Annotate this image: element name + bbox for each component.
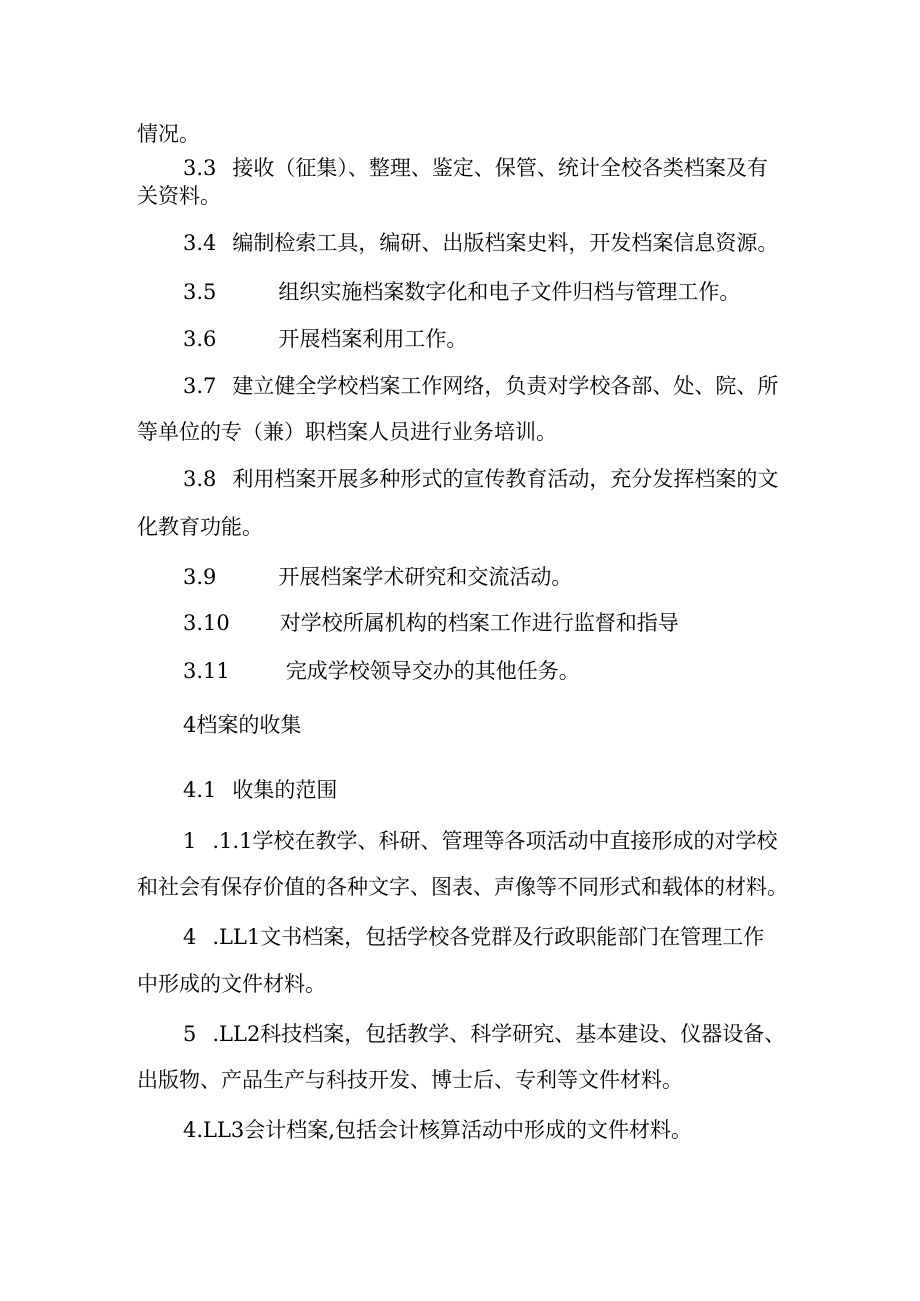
paragraph-line — [183, 610, 679, 636]
line-text: 接收（征集）、整理、鉴定、保管、统计全校各类档案及有 — [232, 156, 768, 180]
line-text: .LL1文书档案，包括学校各党群及行政职能部门在管理工作 — [212, 925, 765, 949]
section-number: 3.3 — [183, 156, 217, 180]
paragraph-line — [183, 564, 572, 590]
line-text: 开展档案利用工作。 — [278, 327, 468, 351]
paragraph-line — [183, 658, 580, 684]
paragraph-line — [137, 971, 326, 997]
list-number: 1 — [183, 829, 197, 853]
paragraph-line — [137, 1067, 683, 1093]
paragraph-line — [183, 924, 764, 950]
section-number: 4.1 — [183, 778, 217, 802]
section-number: 3.5 — [183, 280, 217, 304]
line-text: 利用档案开展多种形式的宣传教育活动，充分发挥档案的文 — [232, 467, 779, 491]
line-text: 化教育功能。 — [137, 515, 263, 539]
section-number: 3.6 — [183, 327, 217, 351]
section-number: 3.11 — [183, 659, 230, 683]
paragraph-line — [137, 183, 221, 209]
section-number: 3.9 — [183, 565, 217, 589]
line-text: 等单位的专（兼）职档案人员进行业务培训。 — [137, 420, 557, 444]
line-text: 收集的范围 — [232, 778, 338, 802]
line-text: .LL2科技档案，包括教学、科学研究、基本建设、仪器设备、 — [212, 1022, 786, 1046]
paragraph-line — [183, 326, 467, 352]
paragraph-line — [183, 1117, 692, 1143]
paragraph-line — [137, 419, 557, 445]
paragraph-line — [137, 121, 200, 147]
line-text: 组织实施档案数字化和电子文件归档与管理工作。 — [278, 280, 741, 304]
list-number: 5 — [183, 1022, 197, 1046]
line-text: 开展档案学术研究和交流活动。 — [278, 565, 573, 589]
section-number: 3.10 — [183, 611, 230, 635]
paragraph-line — [183, 279, 740, 305]
paragraph-line — [183, 373, 778, 399]
section-heading — [183, 712, 301, 738]
line-text: 完成学校领导交办的其他任务。 — [285, 659, 580, 683]
paragraph-line — [183, 828, 777, 854]
line-text: 编制检索工具，编研、出版档案史料，开发档案信息资源。 — [232, 231, 779, 255]
line-text: 建立健全学校档案工作网络，负责对学校各部、处、院、所 — [232, 374, 779, 398]
paragraph-line — [183, 230, 778, 256]
line-text: 中形成的文件材料。 — [137, 972, 326, 996]
line-text: 关资料。 — [137, 184, 221, 208]
section-number: 3.8 — [183, 467, 217, 491]
heading-text: 4档案的收集 — [183, 713, 302, 737]
paragraph-line — [183, 466, 778, 492]
line-text: 和社会有保存价值的各种文字、图表、声像等不同形式和载体的材料。 — [137, 875, 788, 899]
line-text: 对学校所属机构的档案工作进行监督和指导 — [279, 611, 679, 635]
paragraph-line — [137, 874, 788, 900]
line-text: 出版物、产品生产与科技开发、博士后、专利等文件材料。 — [137, 1068, 683, 1092]
line-text: 情况。 — [137, 122, 200, 146]
list-number: 4 — [183, 925, 197, 949]
line-text: .1.1学校在教学、科研、管理等各项活动中直接形成的对学校 — [212, 829, 778, 853]
line-text: 4.LL3会计档案,包括会计核算活动中形成的文件材料。 — [183, 1118, 692, 1142]
paragraph-line — [183, 155, 768, 181]
section-number: 3.7 — [183, 374, 217, 398]
paragraph-line — [137, 514, 263, 540]
paragraph-line — [183, 777, 337, 803]
paragraph-line — [183, 1021, 785, 1047]
section-number: 3.4 — [183, 231, 217, 255]
